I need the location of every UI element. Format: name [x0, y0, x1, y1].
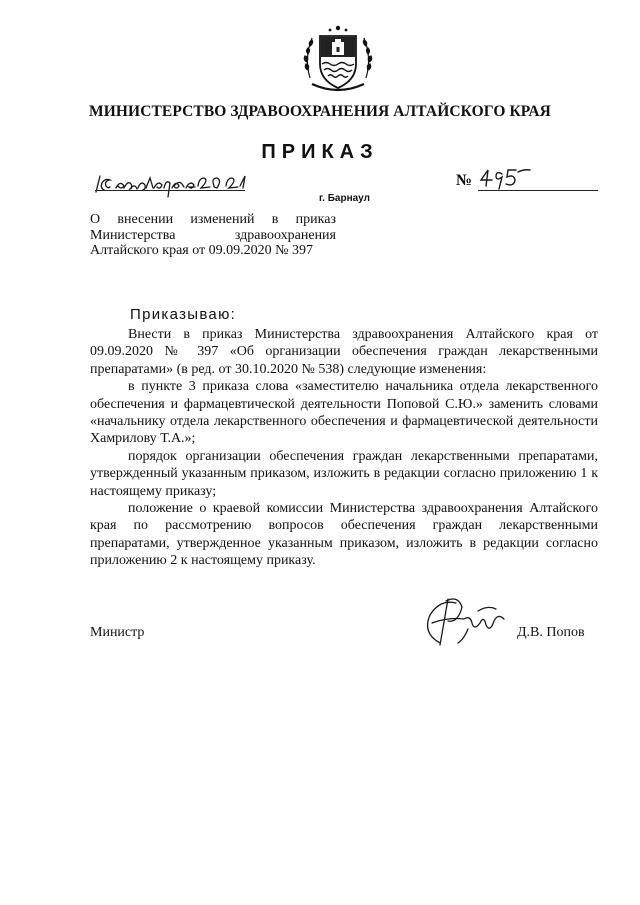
handwritten-number	[478, 162, 538, 192]
coat-of-arms-emblem	[298, 18, 378, 102]
order-paragraph: в пункте 3 приказа слова «заместителю начальника отдела лекарственного обеспечения и фармацевтической деятельности Поповой С.Ю.» заменить словами «начальнику отдела лекарственного обеспечения и фармацевтической деятельности Хамрилову Т.А.»;	[90, 379, 598, 447]
ministry-name: МИНИСТЕРСТВО ЗДРАВООХРАНЕНИЯ АЛТАЙСКОГО КРАЯ	[89, 103, 551, 120]
subject-line: О внесении изменений в приказ	[90, 212, 336, 227]
number-label: №	[456, 172, 473, 189]
handwritten-signature	[418, 593, 510, 649]
order-body	[90, 326, 598, 570]
order-paragraph: Внести в приказ Министерства здравоохранения Алтайского края от 09.09.2020 № 397 «Об организации обеспечения граждан лекарственными препаратами» (в ред. от 30.10.2020 № 538) следующие изменения:	[90, 327, 598, 377]
signatory-position: Министр	[90, 625, 145, 640]
document-title: ПРИКАЗ	[261, 141, 379, 163]
handwritten-date	[88, 164, 263, 198]
city: г. Барнаул	[319, 193, 370, 204]
order-paragraph: положение о краевой комиссии Министерства здравоохранения Алтайского края по рассмотрению вопросов обеспечения граждан лекарственными препаратами, утвержденное указанным приказом, изложить в редакции согласно приложению 2 к настоящему приказу.	[90, 501, 598, 569]
order-paragraph: порядок организации обеспечения граждан лекарственными препаратами, утвержденный указанным приказом, изложить в редакции согласно приложению 1 к настоящему приказу;	[90, 448, 598, 499]
subject-line: Министерства здравоохранения	[90, 227, 336, 243]
order-word: Приказываю:	[130, 306, 237, 323]
subject-line: Алтайского края от 09.09.2020 № 397	[90, 243, 314, 258]
signatory-name: Д.В. Попов	[517, 625, 585, 640]
number-underline	[478, 190, 598, 191]
date-underline	[95, 190, 245, 191]
subject-block	[90, 212, 336, 259]
